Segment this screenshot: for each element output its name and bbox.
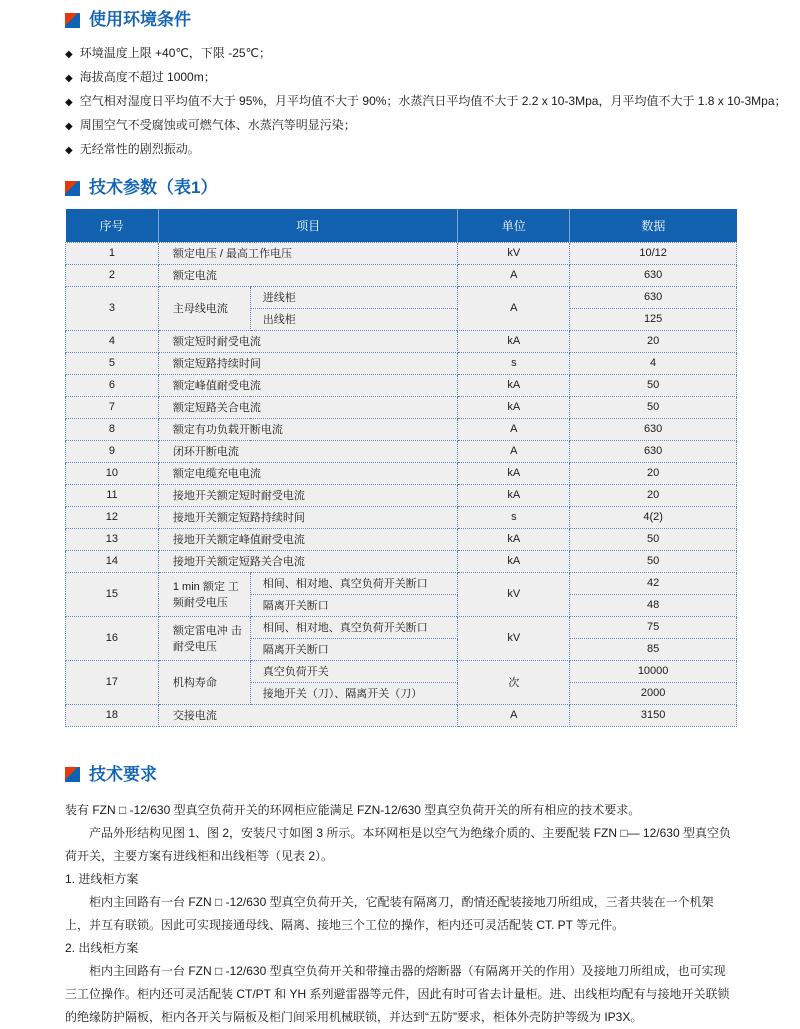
- section-parameters-title: [65, 178, 737, 198]
- table-row: [66, 660, 737, 682]
- row-no: 18: [66, 704, 159, 726]
- row-no: 17: [66, 660, 159, 704]
- row-value: 630: [570, 418, 737, 440]
- table-row: [66, 572, 737, 594]
- row-item: 额定雷电冲 击耐受电压: [158, 616, 250, 660]
- env-bullet-text: 海拔高度不超过 1000m；: [79, 70, 216, 85]
- row-value: 50: [570, 396, 737, 418]
- row-unit: kA: [458, 550, 570, 572]
- row-unit: A: [458, 286, 570, 330]
- row-value: 2000: [570, 682, 737, 704]
- row-item: 额定电压 / 最高工作电压: [158, 242, 458, 264]
- row-value: 50: [570, 374, 737, 396]
- row-item: 主母线电流: [158, 286, 250, 330]
- row-no: 2: [66, 264, 159, 286]
- row-value: 75: [570, 616, 737, 638]
- row-subitem: 真空负荷开关: [250, 660, 458, 682]
- row-value: 50: [570, 528, 737, 550]
- row-subitem: 相间、相对地、真空负荷开关断口: [250, 572, 458, 594]
- section-requirements: [65, 765, 737, 1029]
- row-item: 接地开关额定短路持续时间: [158, 506, 458, 528]
- table-row: [66, 418, 737, 440]
- row-subitem: 接地开关（刀）、隔离开关（刀）: [250, 682, 458, 704]
- requirements-paragraph: 装有 FZN □ -12/630 型真空负荷开关的环网柜应能满足 FZN-12/630 型真空负荷开关的所有相应的技术要求。: [65, 803, 641, 818]
- row-unit: s: [458, 506, 570, 528]
- section-title-text: 使用环境条件: [89, 10, 191, 29]
- env-bullet-item: [65, 42, 737, 66]
- row-no: 16: [66, 616, 159, 660]
- section-requirements-title: [65, 765, 737, 785]
- section-environment: [65, 10, 787, 162]
- row-value: 85: [570, 638, 737, 660]
- requirements-paragraph: 产品外形结构见图 1、图 2，安装尺寸如图 3 所示。本环网柜是以空气为绝缘介质的、主要配装 FZN □— 12/630 型真空负荷开关，主要方案有进线柜和出线柜等（见表 2）。: [65, 826, 731, 864]
- row-no: 12: [66, 506, 159, 528]
- section-marker-icon: [65, 181, 80, 196]
- row-unit: kA: [458, 462, 570, 484]
- row-item: 接地开关额定短时耐受电流: [158, 484, 458, 506]
- parameters-table-body: [66, 242, 737, 726]
- column-header-no: 序号: [66, 209, 159, 243]
- parameters-table: [65, 209, 737, 727]
- row-unit: kA: [458, 396, 570, 418]
- row-value: 48: [570, 594, 737, 616]
- row-item: 额定电流: [158, 264, 458, 286]
- row-value: 4: [570, 352, 737, 374]
- row-value: 20: [570, 330, 737, 352]
- section-marker-icon: [65, 13, 80, 28]
- env-bullet-list: [65, 42, 787, 162]
- row-unit: A: [458, 704, 570, 726]
- table-row: [66, 330, 737, 352]
- row-no: 3: [66, 286, 159, 330]
- section-title-text: 技术参数（表1）: [89, 178, 218, 198]
- requirements-content: [65, 799, 737, 1029]
- row-value: 10/12: [570, 242, 737, 264]
- row-value: 125: [570, 308, 737, 330]
- row-item: 额定峰值耐受电流: [158, 374, 458, 396]
- row-unit: kA: [458, 528, 570, 550]
- row-value: 4(2): [570, 506, 737, 528]
- row-no: 5: [66, 352, 159, 374]
- table-row: [66, 462, 737, 484]
- table-row: [66, 484, 737, 506]
- diamond-bullet-icon: ◆: [65, 49, 73, 61]
- table-header-row: [66, 209, 737, 243]
- column-header-item: 项目: [158, 209, 458, 243]
- table-row: [66, 396, 737, 418]
- env-bullet-item: [65, 90, 787, 114]
- diamond-bullet-icon: ◆: [65, 121, 73, 133]
- table-row: [66, 352, 737, 374]
- requirements-paragraph: 柜内主回路有一台 FZN □ -12/630 型真空负荷开关和带撞击器的熔断器（有隔离开关的作用）及接地刀所组成，也可实现三工位操作。柜内还可灵活配装 CT/PT 和 YH 系列避雷器等元件，因此有时可省去计量柜。进、出线柜均配有与接地开关联锁的绝缘防护隔板，柜内各开关与隔板及柜门间采用机械联锁，并达到“五防”要求，柜体外壳防护等级为 IP3X。: [65, 964, 730, 1025]
- row-subitem: 进线柜: [250, 286, 458, 308]
- row-value: 42: [570, 572, 737, 594]
- row-subitem: 出线柜: [250, 308, 458, 330]
- row-no: 14: [66, 550, 159, 572]
- row-unit: kA: [458, 374, 570, 396]
- row-no: 4: [66, 330, 159, 352]
- table-row: [66, 374, 737, 396]
- column-header-value: 数据: [570, 209, 737, 243]
- env-bullet-item: [65, 138, 737, 162]
- env-bullet-text: 周围空气不受腐蚀或可燃气体、水蒸汽等明显污染；: [79, 118, 356, 133]
- table-row: [66, 286, 737, 308]
- row-no: 15: [66, 572, 159, 616]
- diamond-bullet-icon: ◆: [65, 97, 73, 109]
- table-row: [66, 242, 737, 264]
- row-no: 10: [66, 462, 159, 484]
- row-item: 闭环开断电流: [158, 440, 458, 462]
- parameters-table-head: [66, 209, 737, 243]
- numbered-plan-heading: 2. 出线柜方案: [65, 941, 139, 956]
- row-item: 机构寿命: [158, 660, 250, 704]
- table-row: [66, 550, 737, 572]
- row-item: 交接电流: [158, 704, 458, 726]
- column-header-unit: 单位: [458, 209, 570, 243]
- table-row: [66, 264, 737, 286]
- row-unit: A: [458, 440, 570, 462]
- row-no: 9: [66, 440, 159, 462]
- row-value: 3150: [570, 704, 737, 726]
- section-title-text: 技术要求: [89, 764, 157, 784]
- row-value: 630: [570, 264, 737, 286]
- section-environment-title: [65, 10, 737, 30]
- row-unit: kV: [458, 572, 570, 616]
- row-no: 11: [66, 484, 159, 506]
- env-bullet-text: 环境温度上限 +40℃，下限 -25℃；: [79, 46, 272, 61]
- row-subitem: 隔离开关断口: [250, 594, 458, 616]
- table-row: [66, 506, 737, 528]
- section-marker-icon: [65, 767, 80, 782]
- env-bullet-text: 无经常性的剧烈振动。: [79, 142, 200, 157]
- requirements-paragraph: 柜内主回路有一台 FZN □ -12/630 型真空负荷开关，它配装有隔离刀，酌情还配装接地刀所组成，三者共装在一个机架上，并互有联锁。因此可实现接通母线、隔离、接地三个工位的操作，柜内还可灵活配装 CT. PT 等元件。: [65, 895, 714, 933]
- row-item: 接地开关额定短路关合电流: [158, 550, 458, 572]
- row-value: 10000: [570, 660, 737, 682]
- row-value: 20: [570, 462, 737, 484]
- row-unit: s: [458, 352, 570, 374]
- row-unit: kA: [458, 484, 570, 506]
- section-parameters: [65, 178, 737, 726]
- row-item: 额定短时耐受电流: [158, 330, 458, 352]
- row-unit: kA: [458, 330, 570, 352]
- row-unit: A: [458, 418, 570, 440]
- row-unit: kV: [458, 242, 570, 264]
- env-bullet-item: [65, 114, 737, 138]
- row-no: 8: [66, 418, 159, 440]
- row-item: 额定有功负载开断电流: [158, 418, 458, 440]
- diamond-bullet-icon: ◆: [65, 145, 73, 157]
- row-item: 额定短路关合电流: [158, 396, 458, 418]
- row-value: 20: [570, 484, 737, 506]
- row-value: 50: [570, 550, 737, 572]
- numbered-plan-heading: 1. 进线柜方案: [65, 872, 139, 887]
- row-value: 630: [570, 440, 737, 462]
- row-item: 接地开关额定峰值耐受电流: [158, 528, 458, 550]
- row-no: 13: [66, 528, 159, 550]
- row-value: 630: [570, 286, 737, 308]
- table-row: [66, 528, 737, 550]
- row-subitem: 隔离开关断口: [250, 638, 458, 660]
- row-no: 1: [66, 242, 159, 264]
- row-unit: A: [458, 264, 570, 286]
- env-bullet-text: 空气相对湿度日平均值不大于 95%，月平均值不大于 90%；水蒸汽日平均值不大于 2.2 x 10-3Mpa，月平均值不大于 1.8 x 10-3Mpa；: [79, 94, 787, 109]
- table-row: [66, 616, 737, 638]
- row-item: 额定电缆充电电流: [158, 462, 458, 484]
- row-no: 7: [66, 396, 159, 418]
- row-unit: 次: [458, 660, 570, 704]
- table-row: [66, 704, 737, 726]
- row-item: 额定短路持续时间: [158, 352, 458, 374]
- row-item: 1 min 额定 工频耐受电压: [158, 572, 250, 616]
- row-subitem: 相间、相对地、真空负荷开关断口: [250, 616, 458, 638]
- row-no: 6: [66, 374, 159, 396]
- table-row: [66, 440, 737, 462]
- row-unit: kV: [458, 616, 570, 660]
- diamond-bullet-icon: ◆: [65, 73, 73, 85]
- env-bullet-item: [65, 66, 737, 90]
